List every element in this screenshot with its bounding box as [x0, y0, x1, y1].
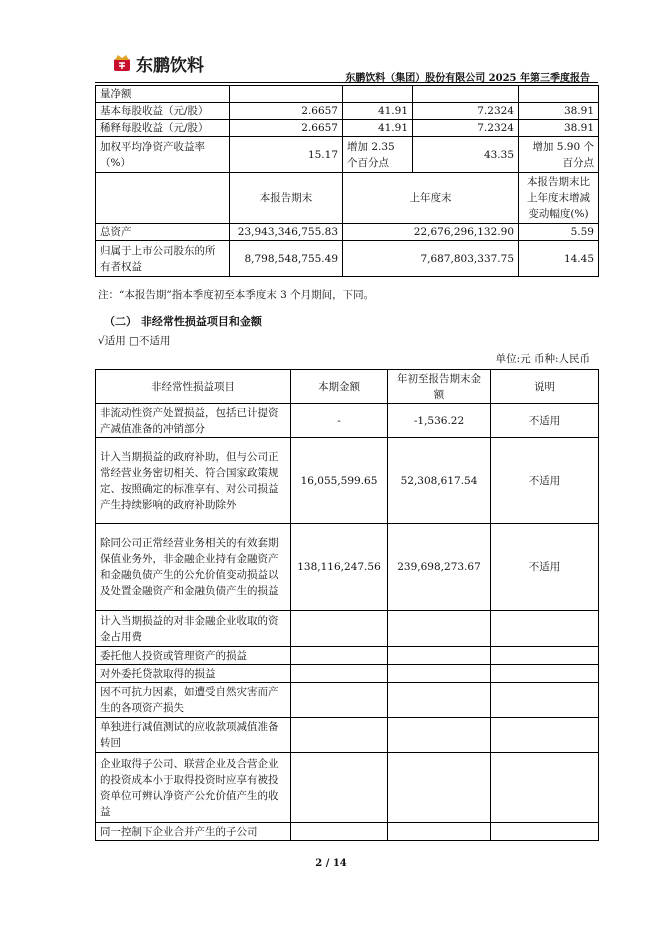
- table-header-row: [96, 370, 599, 404]
- table-row: [96, 753, 599, 823]
- table-cell: 22,676,296,132.90: [343, 224, 519, 241]
- table-row: [96, 224, 599, 241]
- column-header: 年初至报告期末金额: [388, 370, 491, 404]
- item-label: 企业取得子公司、联营企业及合营企业的投资成本小于取得投资时应享有被投资单位可辨认净资产公允价值产生的收益: [96, 753, 291, 823]
- row-label: 稀释每股收益（元/股）: [96, 120, 230, 137]
- column-header: 说明: [491, 370, 599, 404]
- table-cell: 不适用: [491, 524, 599, 611]
- table-cell: 16,055,599.65: [291, 438, 388, 524]
- column-header: 上年度末: [343, 173, 519, 224]
- table-row: [96, 173, 599, 224]
- table-cell: [519, 86, 599, 103]
- non-recurring-items-table: [95, 369, 599, 841]
- table-cell: [388, 718, 491, 753]
- table-row: [96, 103, 599, 120]
- table-cell: [491, 683, 599, 718]
- table-cell: 38.91: [519, 120, 599, 137]
- table-row: [96, 683, 599, 718]
- table-cell: 138,116,247.56: [291, 524, 388, 611]
- table-cell: [491, 611, 599, 647]
- table-cell: [491, 823, 599, 841]
- row-label: 归属于上市公司股东的所有者权益: [96, 241, 230, 277]
- table-cell: -1,536.22: [388, 404, 491, 438]
- row-label: 总资产: [96, 224, 230, 241]
- table-cell: 2.6657: [230, 103, 343, 120]
- table-cell: [291, 665, 388, 683]
- table-cell: 38.91: [519, 103, 599, 120]
- table-cell: 239,698,273.67: [388, 524, 491, 611]
- report-title: 东鹏饮料（集团）股份有限公司 2025 年第三季度报告: [345, 73, 590, 84]
- table-cell: [230, 86, 343, 103]
- table-cell: 8,798,548,755.49: [230, 241, 343, 277]
- column-header: 本报告期末比上年度末增减变动幅度(%): [519, 173, 599, 224]
- item-label: 同一控制下企业合并产生的子公司: [96, 823, 291, 841]
- table-cell: 不适用: [491, 438, 599, 524]
- crown-logo-icon: [112, 53, 132, 73]
- table-cell: [291, 611, 388, 647]
- table-cell: 7.2324: [413, 120, 519, 137]
- table-cell: -: [291, 404, 388, 438]
- item-label: 委托他人投资或管理资产的损益: [96, 647, 291, 665]
- unit-currency: 单位:元 币种:人民币: [495, 353, 590, 365]
- table-cell: 52,308,617.54: [388, 438, 491, 524]
- table-cell: [388, 823, 491, 841]
- table-cell: [388, 647, 491, 665]
- table-cell: 14.45: [519, 241, 599, 277]
- table-cell: [413, 86, 519, 103]
- table-row: [96, 718, 599, 753]
- page-number: 2 / 14: [315, 858, 347, 869]
- table-row: [96, 823, 599, 841]
- table-cell: [291, 753, 388, 823]
- table-row: [96, 241, 599, 277]
- table-cell: 增加 5.90 个百分点: [519, 137, 599, 173]
- item-label: 计入当期损益的政府补助，但与公司正常经营业务密切相关、符合国家政策规定、按照确定的标准享有、对公司损益产生持续影响的政府补助除外: [96, 438, 291, 524]
- table-cell: [388, 753, 491, 823]
- item-label: 非流动性资产处置损益，包括已计提资产减值准备的冲销部分: [96, 404, 291, 438]
- company-logo: [112, 52, 204, 74]
- table-cell: [491, 647, 599, 665]
- table-row: [96, 120, 599, 137]
- column-header: 非经常性损益项目: [96, 370, 291, 404]
- table-cell: [388, 665, 491, 683]
- key-indicators-table: [95, 85, 599, 277]
- table-cell: [291, 718, 388, 753]
- table-row: [96, 665, 599, 683]
- row-label: 基本每股收益（元/股）: [96, 103, 230, 120]
- table-cell: [491, 753, 599, 823]
- item-label: 单独进行减值测试的应收款项减值准备转回: [96, 718, 291, 753]
- table-cell: 41.91: [343, 120, 413, 137]
- item-label: 除同公司正常经营业务相关的有效套期保值业务外，非金融企业持有金融资产和金融负债产生的公允价值变动损益以及处置金融资产和金融负债产生的损益: [96, 524, 291, 611]
- footnote: 注：“本报告期”指本季度初至本季度末 3 个月期间，下同。: [98, 289, 375, 301]
- table-cell: 不适用: [491, 404, 599, 438]
- table-cell: [291, 683, 388, 718]
- item-label: 计入当期损益的对非金融企业收取的资金占用费: [96, 611, 291, 647]
- section-title: （二） 非经常性损益项目和金额: [104, 315, 262, 328]
- table-cell: 41.91: [343, 103, 413, 120]
- table-row: [96, 647, 599, 665]
- table-cell: [491, 718, 599, 753]
- table-cell: [96, 173, 230, 224]
- table-cell: 增加 2.35 个百分点: [343, 137, 413, 173]
- logo-text: 东鹏饮料: [136, 55, 204, 76]
- table-row: [96, 524, 599, 611]
- table-row: [96, 86, 599, 103]
- table-cell: 7.2324: [413, 103, 519, 120]
- table-cell: [388, 611, 491, 647]
- column-header: 本报告期末: [230, 173, 343, 224]
- table-row: [96, 404, 599, 438]
- column-header: 本期金额: [291, 370, 388, 404]
- table-row: [96, 438, 599, 524]
- item-label: 对外委托贷款取得的损益: [96, 665, 291, 683]
- table-cell: [291, 647, 388, 665]
- header-divider: [95, 82, 598, 83]
- table-cell: 23,943,346,755.83: [230, 224, 343, 241]
- table-cell: 量净额: [96, 86, 230, 103]
- table-cell: 43.35: [413, 137, 519, 173]
- row-label: 加权平均净资产收益率（%）: [96, 137, 230, 173]
- applicability-checkbox-line: √适用 □不适用: [98, 335, 171, 347]
- item-label: 因不可抗力因素，如遭受自然灾害而产生的各项资产损失: [96, 683, 291, 718]
- table-cell: [291, 823, 388, 841]
- table-cell: 15.17: [230, 137, 343, 173]
- table-cell: 7,687,803,337.75: [343, 241, 519, 277]
- table-cell: 5.59: [519, 224, 599, 241]
- table-cell: [343, 86, 413, 103]
- table-row: [96, 611, 599, 647]
- table-cell: 2.6657: [230, 120, 343, 137]
- table-cell: [388, 683, 491, 718]
- table-row: [96, 137, 599, 173]
- table-cell: [491, 665, 599, 683]
